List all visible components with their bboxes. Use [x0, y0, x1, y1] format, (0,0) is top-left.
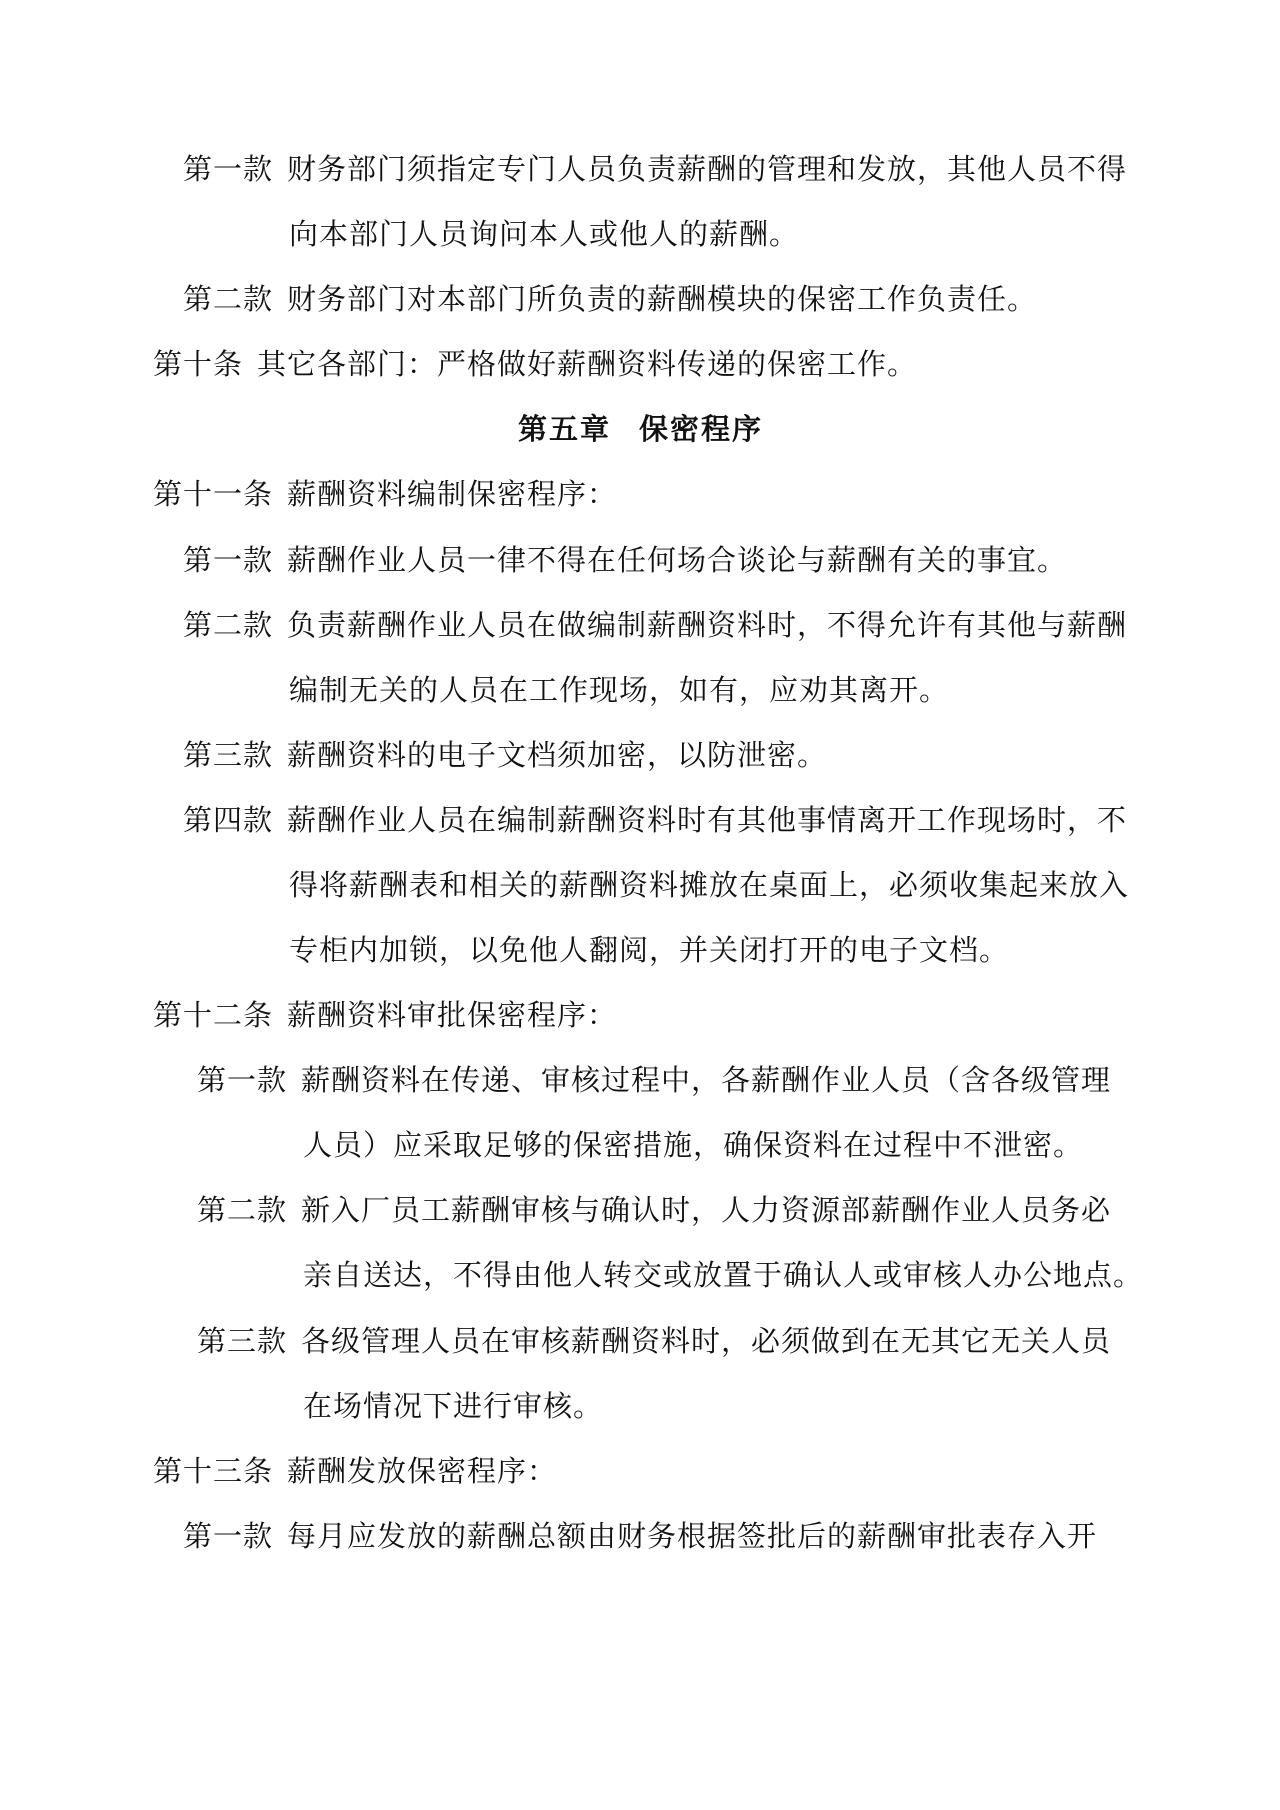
clause-text: 薪酬资料在传递、审核过程中，各薪酬作业人员（含各级管理 [301, 1063, 1112, 1097]
article-line [153, 1451, 557, 1491]
article-text: 薪酬资料审批保密程序： [287, 998, 618, 1032]
clause-line [183, 279, 1037, 319]
clause-text: 薪酬作业人员在编制薪酬资料时有其他事情离开工作现场时，不 [287, 803, 1128, 837]
clause-label: 第三款 [197, 1324, 288, 1358]
clause-line [183, 149, 1127, 189]
clause-text: 专柜内加锁，以免他人翻阅，并关闭打开的电子文档。 [289, 933, 1010, 967]
clause-continuation [289, 670, 949, 710]
clause-text: 薪酬资料的电子文档须加密，以防泄密。 [287, 738, 828, 772]
clause-label: 第一款 [183, 152, 274, 186]
clause-text: 财务部门对本部门所负责的薪酬模块的保密工作负责任。 [287, 282, 1038, 316]
clause-label: 第一款 [183, 543, 274, 577]
article-line [153, 344, 917, 384]
clause-text: 财务部门须指定专门人员负责薪酬的管理和发放，其他人员不得 [287, 152, 1128, 186]
clause-line [197, 1190, 1111, 1230]
clause-text: 新入厂员工薪酬审核与确认时，人力资源部薪酬作业人员务必 [301, 1193, 1112, 1227]
clause-text: 人员）应采取足够的保密措施，确保资料在过程中不泄密。 [303, 1128, 1084, 1162]
clause-text: 负责薪酬作业人员在做编制薪酬资料时，不得允许有其他与薪酬 [287, 608, 1128, 642]
clause-label: 第二款 [183, 608, 274, 642]
article-text: 薪酬发放保密程序： [287, 1454, 558, 1488]
article-label: 第十一条 [153, 477, 274, 511]
clause-line [197, 1060, 1111, 1100]
clause-line [183, 800, 1127, 840]
clause-text: 向本部门人员询问本人或他人的薪酬。 [289, 217, 800, 251]
article-label: 第十二条 [153, 998, 274, 1032]
clause-continuation [303, 1125, 1083, 1165]
clause-text: 每月应发放的薪酬总额由财务根据签批后的薪酬审批表存入开 [287, 1519, 1098, 1553]
clause-text: 得将薪酬表和相关的薪酬资料摊放在桌面上，必须收集起来放入 [289, 868, 1130, 902]
clause-continuation [303, 1255, 1143, 1295]
article-label: 第十条 [153, 347, 244, 381]
clause-line [183, 540, 1067, 580]
clause-continuation [289, 865, 1129, 905]
article-text: 其它各部门：严格做好薪酬资料传递的保密工作。 [257, 347, 918, 381]
clause-label: 第三款 [183, 738, 274, 772]
clause-line [183, 605, 1127, 645]
clause-line [183, 1516, 1097, 1556]
clause-text: 亲自送达，不得由他人转交或放置于确认人或审核人办公地点。 [303, 1258, 1144, 1292]
article-text: 薪酬资料编制保密程序： [287, 477, 618, 511]
clause-line [183, 735, 827, 775]
chapter-heading [518, 409, 763, 449]
clause-label: 第一款 [197, 1063, 288, 1097]
clause-continuation [289, 930, 1009, 970]
clause-label: 第一款 [183, 1519, 274, 1553]
clause-text: 各级管理人员在审核薪酬资料时，必须做到在无其它无关人员 [301, 1324, 1112, 1358]
clause-label: 第二款 [197, 1193, 288, 1227]
clause-text: 薪酬作业人员一律不得在任何场合谈论与薪酬有关的事宜。 [287, 543, 1068, 577]
clause-text: 编制无关的人员在工作现场，如有，应劝其离开。 [289, 673, 950, 707]
article-label: 第十三条 [153, 1454, 274, 1488]
clause-text: 在场情况下进行审核。 [303, 1389, 604, 1423]
clause-continuation [303, 1386, 603, 1426]
clause-label: 第四款 [183, 803, 274, 837]
chapter-title: 保密程序 [639, 412, 764, 446]
article-line [153, 995, 617, 1035]
article-line [153, 474, 617, 514]
chapter-number: 第五章 [518, 412, 612, 446]
clause-continuation [289, 214, 799, 254]
clause-line [197, 1321, 1111, 1361]
clause-label: 第二款 [183, 282, 274, 316]
